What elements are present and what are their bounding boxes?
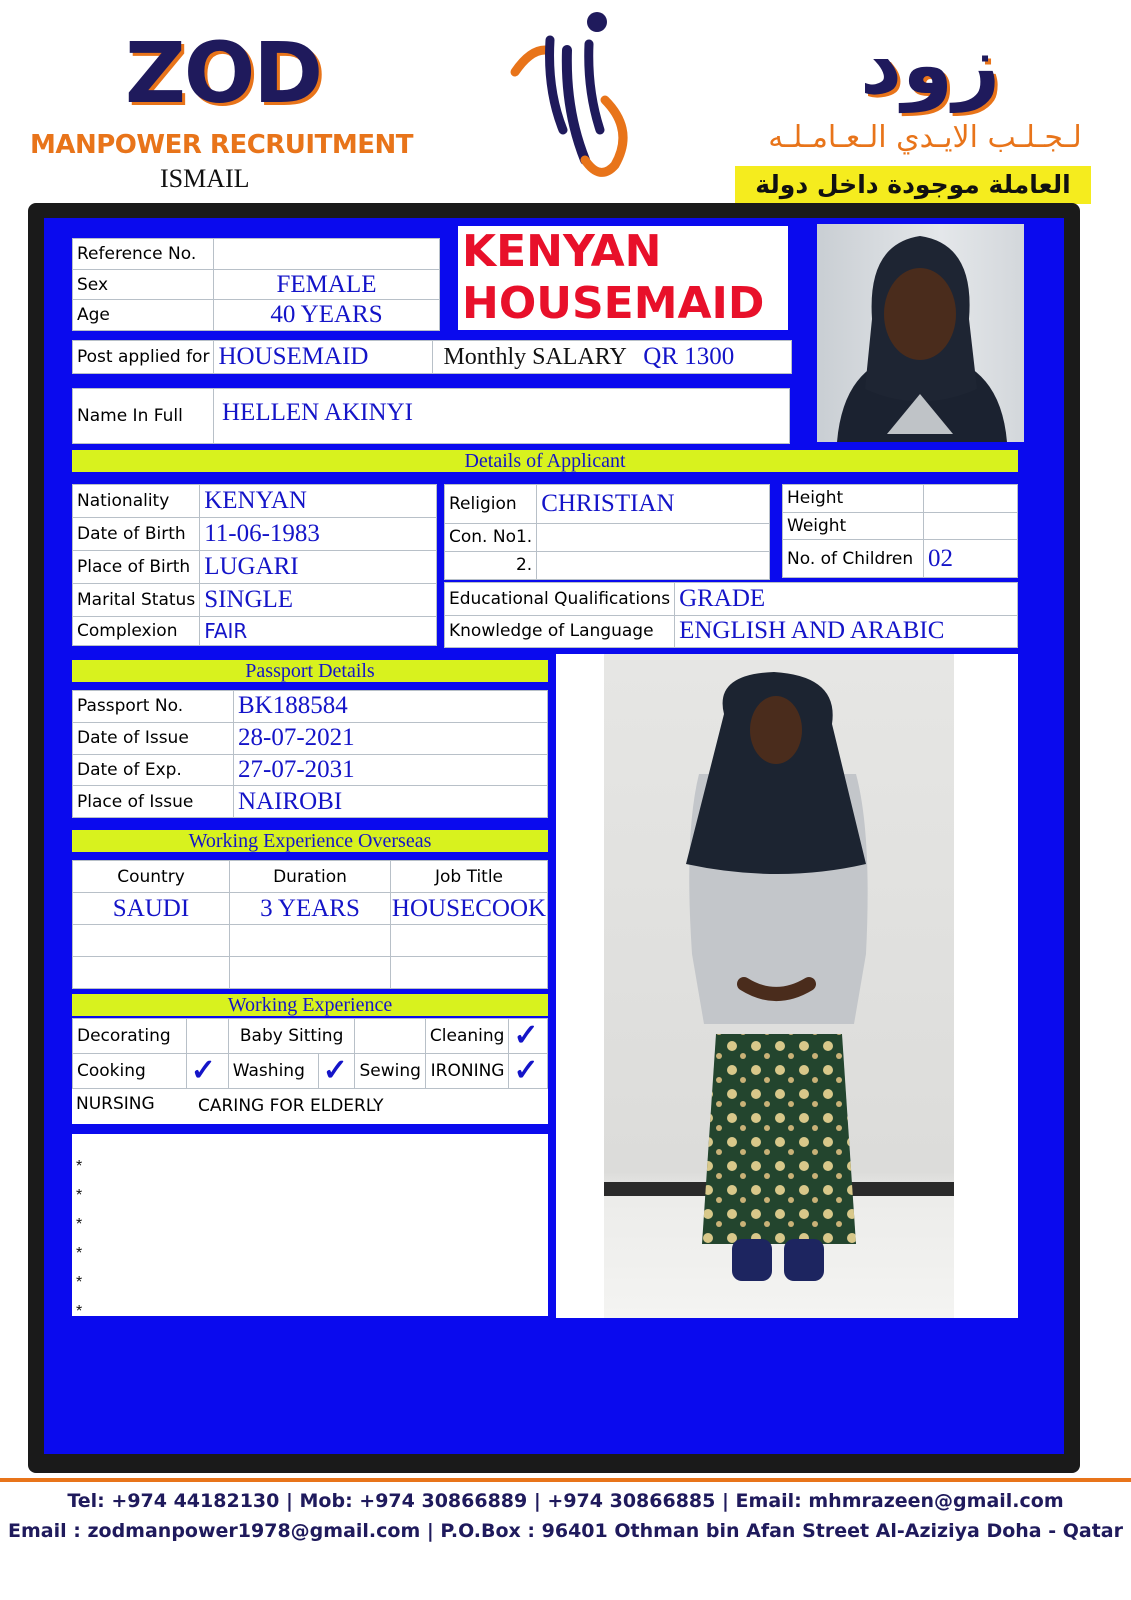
passport-heading: Passport Details (72, 660, 548, 682)
title-line-2: HOUSEMAID (462, 278, 765, 329)
post-label: Post applied for (73, 341, 214, 374)
details-right (782, 484, 1018, 578)
salary-label: Monthly SALARY (443, 344, 627, 370)
marital-label: Marital Status (73, 584, 200, 617)
issue-date-value: 28-07-2021 (234, 722, 548, 754)
education-label: Educational Qualifications (445, 583, 675, 616)
note-bullet: * (76, 1245, 83, 1262)
weight-label: Weight (783, 512, 924, 540)
sex-value: FEMALE (214, 270, 440, 300)
name-value: HELLEN AKINYI (214, 389, 790, 444)
education-value: GRADE (675, 583, 1018, 616)
logo-en: ZOD (125, 24, 322, 122)
language-label: Knowledge of Language (445, 615, 675, 648)
logo-ar: زود (860, 18, 1001, 113)
company-logo-icon (505, 10, 635, 185)
notes-box (72, 1134, 548, 1320)
exp-date-value: 27-07-2031 (234, 754, 548, 786)
skill-caring-elderly: CARING FOR ELDERLY (198, 1096, 384, 1116)
row-duration (230, 925, 391, 957)
note-bullet: * (76, 1274, 83, 1291)
name-label: Name In Full (73, 389, 214, 444)
pob-value: LUGARI (200, 551, 437, 584)
post-row (72, 340, 792, 374)
weight-value (924, 512, 1018, 540)
name-row (72, 388, 790, 444)
applicant-full-photo (556, 654, 1018, 1318)
skill-washing: Washing (228, 1054, 318, 1089)
religion-value: CHRISTIAN (537, 485, 770, 524)
skill-sewing: Sewing (355, 1054, 425, 1089)
reference-label: Reference No. (73, 239, 214, 270)
row-job: HOUSECOOK (391, 893, 548, 925)
experience-heading: Working Experience (72, 994, 548, 1016)
religion-label: Religion (445, 485, 537, 524)
decorating-check (186, 1019, 228, 1054)
reference-value (214, 239, 440, 270)
age-label: Age (73, 300, 214, 331)
note-bullet: * (76, 1187, 83, 1204)
details-middle (444, 484, 770, 580)
salary-value: QR 1300 (643, 343, 735, 370)
note-bullet: * (76, 1303, 83, 1320)
col-country: Country (73, 861, 230, 893)
footer-contact-line-2: Email : zodmanpower1978@gmail.com | P.O.Box : 96401 Othman bin Afan Street Al-Aziziya Doha - Qatar (8, 1520, 1123, 1542)
row-country: SAUDI (73, 893, 230, 925)
baby-sitting-check (355, 1019, 425, 1054)
children-value: 02 (924, 540, 1018, 578)
passport-no-value: BK188584 (234, 691, 548, 723)
skill-baby-sitting: Baby Sitting (228, 1019, 355, 1054)
row-duration: 3 YEARS (230, 893, 391, 925)
details-left (72, 484, 437, 646)
con1-value (537, 523, 770, 551)
washing-check-icon: ✓ (318, 1054, 355, 1089)
issue-date-label: Date of Issue (73, 722, 234, 754)
complexion-value: FAIR (200, 617, 437, 646)
children-label: No. of Children (783, 540, 924, 578)
table-row (73, 925, 548, 957)
footer-divider (0, 1478, 1131, 1482)
owner-name: ISMAIL (160, 164, 250, 193)
note-bullet: * (76, 1216, 83, 1233)
height-label: Height (783, 485, 924, 513)
row-duration (230, 957, 391, 989)
nationality-label: Nationality (73, 485, 200, 518)
con2-value (537, 551, 770, 579)
issue-place-label: Place of Issue (73, 786, 234, 818)
row-country (73, 925, 230, 957)
language-value: ENGLISH AND ARABIC (675, 615, 1018, 648)
company-ar: لـجـلـب الايـدي الـعـامـلـه (768, 120, 1082, 155)
height-value (924, 485, 1018, 513)
con1-label: Con. No1. (445, 523, 537, 551)
company-en: MANPOWER RECRUITMENT (30, 130, 413, 160)
post-value: HOUSEMAID (214, 341, 433, 374)
applicant-headshot (817, 224, 1024, 442)
overseas-table (72, 860, 548, 988)
overseas-heading: Working Experience Overseas (72, 830, 548, 852)
footer-contact-line-1: Tel: +974 44182130 | Mob: +974 30866889 | +974 30866885 | Email: mhmrazeen@gmail.com (67, 1490, 1064, 1512)
col-job-title: Job Title (391, 861, 548, 893)
dob-value: 11-06-1983 (200, 518, 437, 551)
cooking-check-icon: ✓ (186, 1054, 228, 1089)
note-bullet: * (76, 1158, 83, 1175)
skill-decorating: Decorating (73, 1019, 187, 1054)
title-box (458, 226, 788, 330)
row-job (391, 957, 548, 989)
issue-place-value: NAIROBI (234, 786, 548, 818)
skill-ironing: IRONING (425, 1054, 509, 1089)
table-row (73, 893, 548, 925)
passport-box (72, 690, 548, 818)
skill-nursing: NURSING (76, 1094, 155, 1114)
basic-info-box (72, 238, 440, 330)
con2-label: 2. (445, 551, 537, 579)
marital-value: SINGLE (200, 584, 437, 617)
complexion-label: Complexion (73, 617, 200, 646)
exp-date-label: Date of Exp. (73, 754, 234, 786)
dob-label: Date of Birth (73, 518, 200, 551)
details-heading: Details of Applicant (72, 450, 1018, 472)
table-row (73, 957, 548, 989)
education-box (444, 582, 1018, 648)
pob-label: Place of Birth (73, 551, 200, 584)
skill-cleaning: Cleaning (425, 1019, 509, 1054)
age-value: 40 YEARS (214, 300, 440, 331)
row-job (391, 925, 548, 957)
notice-ar: العاملة موجودة داخل دولة (735, 166, 1091, 204)
ironing-check-icon: ✓ (509, 1054, 548, 1089)
passport-no-label: Passport No. (73, 691, 234, 723)
nationality-value: KENYAN (200, 485, 437, 518)
cleaning-check-icon: ✓ (509, 1019, 548, 1054)
skill-cooking: Cooking (73, 1054, 187, 1089)
title-line-1: KENYAN (462, 226, 662, 277)
col-duration: Duration (230, 861, 391, 893)
sex-label: Sex (73, 270, 214, 300)
experience-box (72, 1018, 548, 1124)
row-country (73, 957, 230, 989)
